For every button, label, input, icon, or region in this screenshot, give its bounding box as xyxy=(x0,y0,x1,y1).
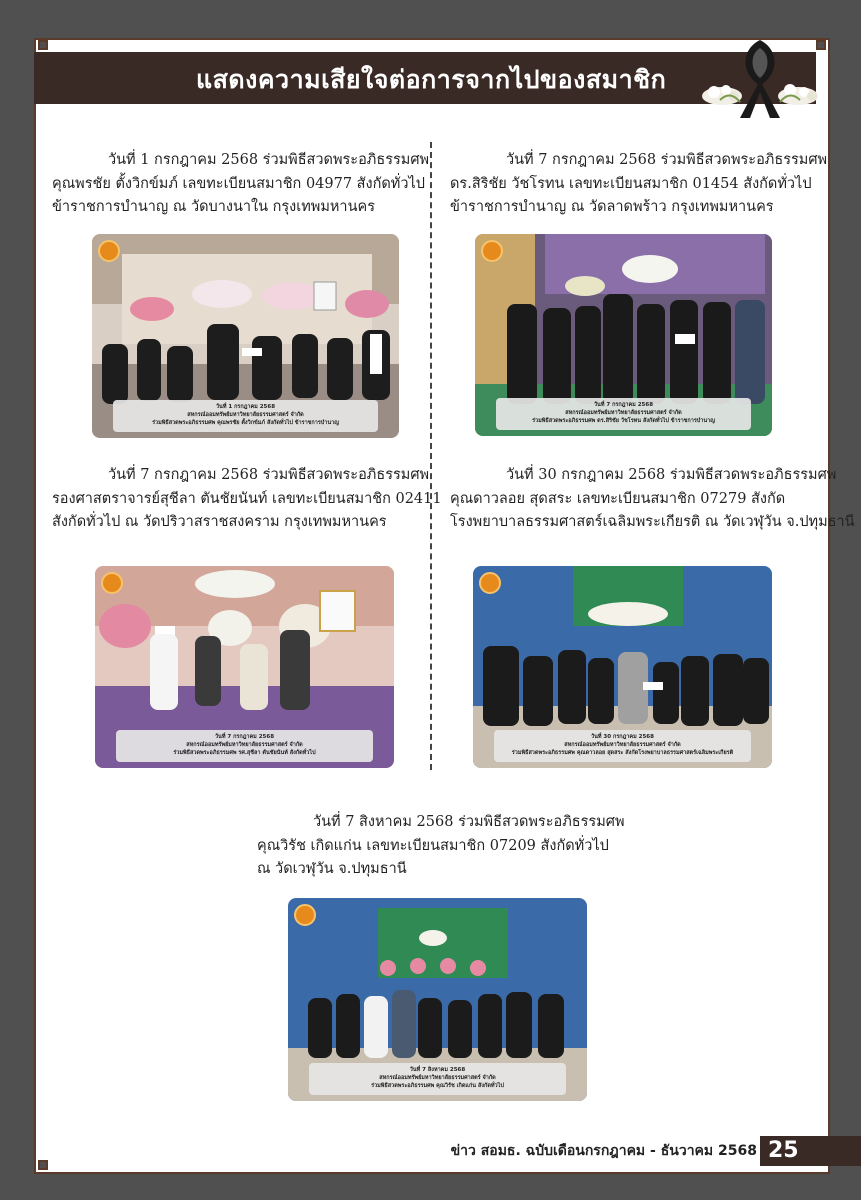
entry-line: วันที่ 30 กรกฎาคม 2568 ร่วมพิธีสวดพระอภิธรรมศพ xyxy=(506,467,837,483)
cooperative-logo xyxy=(479,572,501,594)
entry-line: วันที่ 7 กรกฎาคม 2568 ร่วมพิธีสวดพระอภิธรรมศพ xyxy=(108,467,430,483)
cooperative-logo xyxy=(481,240,503,262)
caption-org: สหกรณ์ออมทรัพย์มหาวิทยาลัยธรรมศาสตร์ จำกัด xyxy=(564,742,681,748)
frame-corner-ornament xyxy=(38,40,48,50)
photo-caption xyxy=(496,398,751,430)
page-title: แสดงความเสียใจต่อการจากไปของสมาชิก xyxy=(196,65,667,94)
entry-text xyxy=(450,464,855,535)
entry-text xyxy=(52,149,429,220)
entry-line: คุณดาวลอย สุดสระ เลขทะเบียนสมาชิก 07279 สังกัด xyxy=(450,490,786,507)
caption-desc: ร่วมพิธีสวดพระอภิธรรมศพ ดร.สิริชัย วัชโรทน สังกัดทั่วไป ข้าราชการบำนาญ xyxy=(532,418,715,424)
ceremony-photo xyxy=(475,234,772,436)
cooperative-logo xyxy=(101,572,123,594)
caption-org: สหกรณ์ออมทรัพย์มหาวิทยาลัยธรรมศาสตร์ จำกัด xyxy=(186,742,303,748)
entry-line: วันที่ 7 สิงหาคม 2568 ร่วมพิธีสวดพระอภิธรรมศพ xyxy=(313,814,625,830)
photo-caption xyxy=(309,1063,566,1095)
cooperative-logo xyxy=(294,904,316,926)
entry-line: ข้าราชการบำนาญ ณ วัดบางนาใน กรุงเทพมหานคร xyxy=(52,199,375,215)
caption-date: วันที่ 7 กรกฎาคม 2568 xyxy=(214,734,275,740)
entry-line: คุณวิรัช เกิดแก่น เลขทะเบียนสมาชิก 07209 สังกัดทั่วไป xyxy=(257,837,609,854)
page-number: 25 xyxy=(760,1136,861,1166)
entry-line: โรงพยาบาลธรรมศาสตร์เฉลิมพระเกียรติ ณ วัดเวฬุวัน จ.ปทุมธานี xyxy=(450,514,855,530)
entry-line: วันที่ 1 กรกฎาคม 2568 ร่วมพิธีสวดพระอภิธรรมศพ xyxy=(108,152,430,168)
column-divider xyxy=(430,142,432,770)
entry-text xyxy=(52,464,442,535)
caption-org: สหกรณ์ออมทรัพย์มหาวิทยาลัยธรรมศาสตร์ จำกัด xyxy=(187,412,304,418)
caption-org: สหกรณ์ออมทรัพย์มหาวิทยาลัยธรรมศาสตร์ จำกัด xyxy=(379,1075,496,1081)
ceremony-photo xyxy=(95,566,394,768)
caption-org: สหกรณ์ออมทรัพย์มหาวิทยาลัยธรรมศาสตร์ จำกัด xyxy=(565,410,682,416)
entry-line: สังกัดทั่วไป ณ วัดปริวาสราชสงคราม กรุงเทพมหานคร xyxy=(52,514,387,530)
mourning-ribbon-icon xyxy=(700,30,820,122)
caption-desc: ร่วมพิธีสวดพระอภิธรรมศพ คุณพรชัย ตั้งวิกข์มภ์ สังกัดทั่วไป ข้าราชการบำนาญ xyxy=(152,420,339,426)
entry-text xyxy=(450,149,827,220)
photo-caption xyxy=(116,730,373,762)
photo-caption xyxy=(494,730,751,762)
entry-line: ข้าราชการบำนาญ ณ วัดลาดพร้าว กรุงเทพมหานคร xyxy=(450,199,774,215)
entry-line: คุณพรชัย ตั้งวิกข์มภ์ เลขทะเบียนสมาชิก 04977 สังกัดทั่วไป xyxy=(52,175,426,192)
entry-line: ณ วัดเวฬุวัน จ.ปทุมธานี xyxy=(257,861,407,877)
ceremony-photo xyxy=(92,234,399,438)
ceremony-photo xyxy=(288,898,587,1101)
newsletter-issue: ข่าว สอมธ. ฉบับเดือนกรกฎาคม - ธันวาคม 2568 xyxy=(450,1143,757,1159)
caption-date: วันที่ 7 สิงหาคม 2568 xyxy=(409,1067,466,1073)
caption-date: วันที่ 30 กรกฎาคม 2568 xyxy=(591,734,654,740)
caption-desc: ร่วมพิธีสวดพระอภิธรรมศพ คุณวิรัช เกิดแก่น สังกัดทั่วไป xyxy=(371,1083,504,1089)
ceremony-photo xyxy=(473,566,772,768)
header-banner xyxy=(34,52,816,104)
caption-desc: ร่วมพิธีสวดพระอภิธรรมศพ รศ.สุชีลา ตันชัยนันท์ สังกัดทั่วไป xyxy=(173,750,316,756)
entry-line: วันที่ 7 กรกฎาคม 2568 ร่วมพิธีสวดพระอภิธรรมศพ xyxy=(506,152,828,168)
caption-date: วันที่ 1 กรกฎาคม 2568 xyxy=(215,404,276,410)
page-footer xyxy=(0,1136,861,1168)
cooperative-logo xyxy=(98,240,120,262)
entry-line: ดร.สิริชัย วัชโรทน เลขทะเบียนสมาชิก 01454 สังกัดทั่วไป xyxy=(450,175,812,192)
entry-line: รองศาสตราจารย์สุชีลา ตันชัยนันท์ เลขทะเบียนสมาชิก 02411 xyxy=(52,490,442,507)
caption-date: วันที่ 7 กรกฎาคม 2568 xyxy=(593,402,654,408)
caption-desc: ร่วมพิธีสวดพระอภิธรรมศพ คุณดาวลอย สุดสระ สังกัดโรงพยาบาลธรรมศาสตร์เฉลิมพระเกียรติ xyxy=(511,750,734,756)
photo-caption xyxy=(113,400,377,432)
entry-text xyxy=(257,811,625,882)
